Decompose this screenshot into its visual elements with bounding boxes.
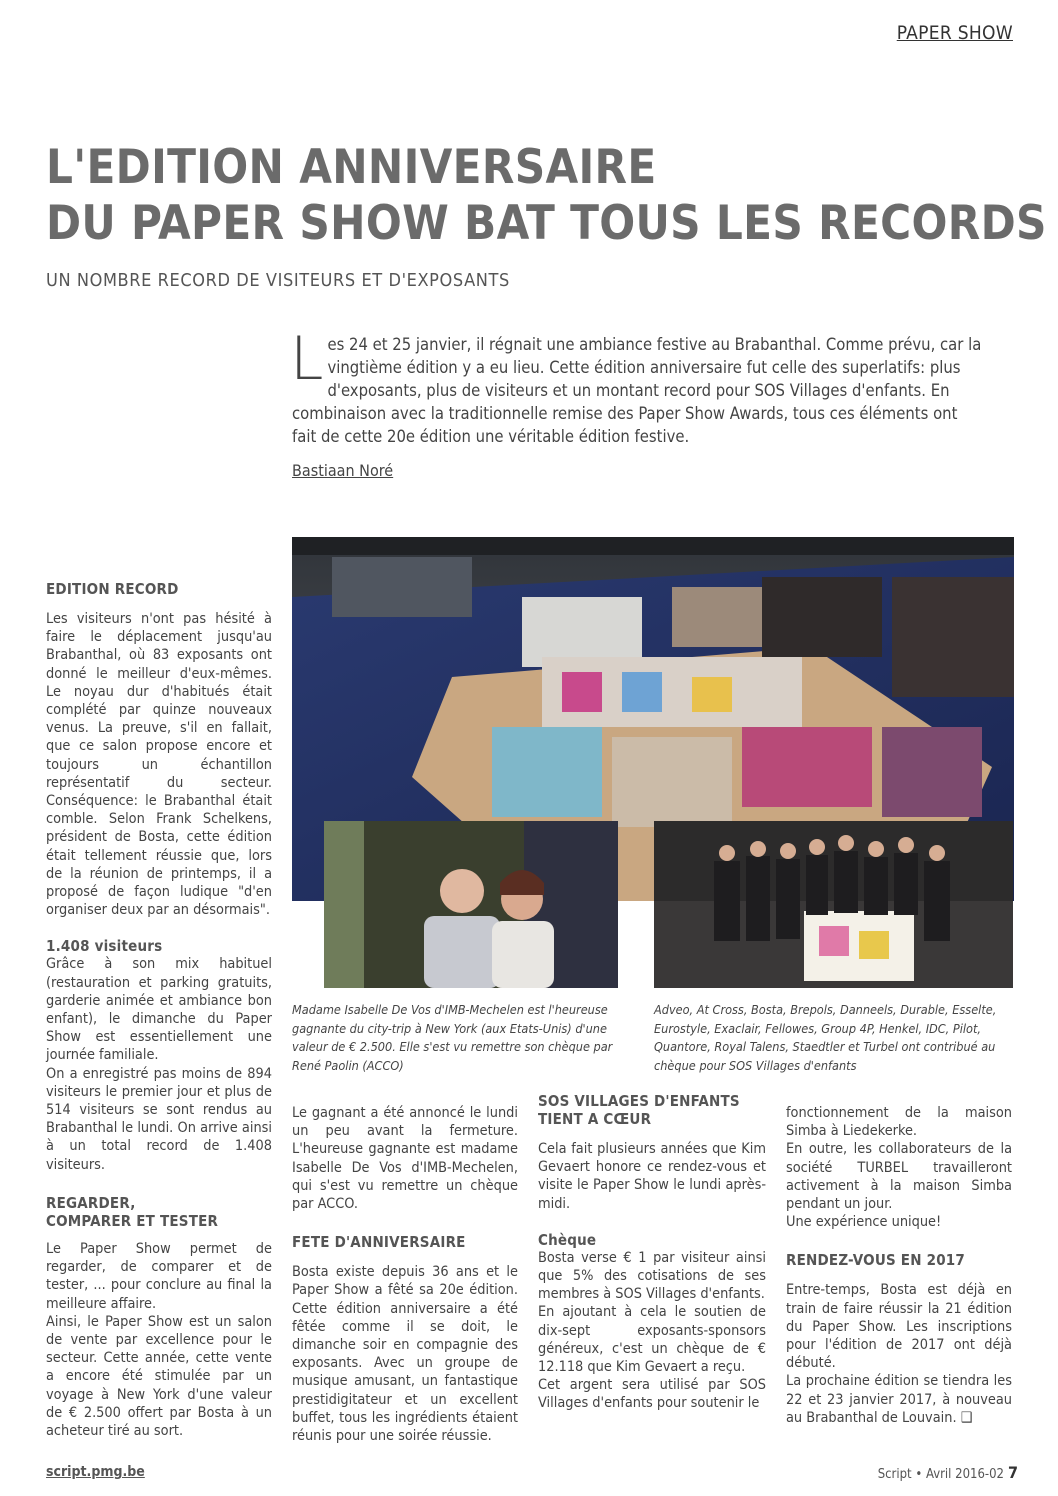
paragraph: Entre-temps, Bosta est déjà en train de faire réussir la 21 édition du Paper Show. Les inscriptions pour l'édition de 2017 ont déjà débuté.: [786, 1282, 1012, 1372]
author-byline: Bastiaan Noré: [292, 461, 394, 480]
heading-sos: [538, 1092, 766, 1128]
column-3: [538, 1092, 766, 1413]
paragraph: Cet argent sera utilisé par SOS Villages d'enfants pour soutenir le: [538, 1377, 766, 1412]
paragraph: fonctionnement de la maison Simba à Liedekerke.: [786, 1105, 1012, 1140]
heading-line: SOS VILLAGES D'ENFANTS: [538, 1092, 740, 1110]
heading-edition-record: EDITION RECORD: [46, 580, 179, 598]
group-cheque-photo: [654, 821, 1013, 988]
paragraph: Grâce à son mix habituel (restauration et parking gratuits, garderie animée et ambiance bon enfant), le dimanche du Paper Show est essentiellement une journée familiale.: [46, 956, 272, 1064]
issue-label: Script • Avril 2016-02: [877, 1467, 1004, 1482]
intro-paragraph: [290, 324, 982, 448]
intro-text: es 24 et 25 janvier, il régnait une ambiance festive au Brabanthal. Comme prévu, car la vingtième édition y a eu lieu. Cette édition anniversaire fut celle des superlatifs: plus d'exposants, plus de visiteurs et un montant record pour SOS Villages d'enfants. En combinaison avec la traditionnelle remise des Paper Show Awards, tous ces éléments ont fait de cette 20e édition une véritable édition festive.: [292, 335, 982, 446]
paragraph: Cela fait plusieurs années que Kim Gevaert honore ce rendez-vous et visite le Paper Show le lundi après-midi.: [538, 1141, 766, 1212]
article-title: [46, 140, 1047, 252]
paragraph: [786, 1372, 1012, 1427]
drop-cap: L: [290, 324, 324, 394]
heading-visitors: 1.408 visiteurs: [46, 937, 163, 956]
page-number: 7: [1007, 1463, 1018, 1482]
paragraph-text: La prochaine édition se tiendra les 22 et 23 janvier 2017, à nouveau au Brabanthal de Louvain.: [786, 1373, 1012, 1426]
paragraph: Bosta verse € 1 par visiteur ainsi que 5% des cotisations de ses membres à SOS Villages d'enfants.: [538, 1249, 766, 1303]
heading-regarder: [46, 1194, 272, 1230]
section-tag: PAPER SHOW: [896, 22, 1013, 44]
paragraph: Une expérience unique!: [786, 1214, 942, 1231]
paragraph: Le Paper Show permet de regarder, de comparer et de tester, ... pour conclure au final la meilleure affaire.: [46, 1240, 272, 1312]
column-4: [786, 1104, 1012, 1427]
heading-line: COMPARER ET TESTER: [46, 1211, 219, 1230]
title-line-1: L'EDITION ANNIVERSAIRE: [46, 140, 657, 195]
winner-photo: [324, 821, 618, 988]
winner-photo-illustration: [324, 821, 618, 988]
paragraph: En ajoutant à cela le soutien de dix-sept exposants-sponsors généreux, c'est un chèque de € 12.118 que Kim Gevaert a reçu.: [538, 1304, 766, 1376]
title-line-2: DU PAPER SHOW BAT TOUS LES RECORDS: [46, 196, 1047, 251]
paragraph: On a enregistré pas moins de 894 visiteurs le premier jour et plus de 514 visiteurs se sont rendus au Brabanthal le lundi. On arrive ainsi à un total record de 1.408 visiteurs.: [46, 1065, 272, 1173]
paragraph: En outre, les collaborateurs de la société TURBEL travailleront activement à la maison Simba pendant un jour.: [786, 1141, 1012, 1213]
caption-winner: Madame Isabelle De Vos d'IMB-Mechelen est l'heureuse gagnante du city-trip à New York (aux Etats-Unis) d'une valeur de € 2.500. Elle s'est vu remettre son chèque par René Paolin (ACCO): [292, 1002, 613, 1073]
heading-cheque: Chèque: [538, 1230, 597, 1249]
heading-rendez-vous: RENDEZ-VOUS EN 2017: [786, 1251, 965, 1270]
end-mark-icon: ❑: [960, 1409, 973, 1426]
paragraph: Bosta existe depuis 36 ans et le Paper Show a fêté sa 20e édition. Cette édition anniversaire a été fêtée comme il se doit, le dimanche soir en compagnie des exposants. Avec un groupe de musique amusant, un fantastique prestidigitateur et un excellent buffet, tous les ingrédients étaient réunis pour une soirée réussie.: [292, 1264, 518, 1445]
paragraph: Ainsi, le Paper Show est un salon de vente par excellence pour le secteur. Cette année, cette vente a encore été stimulée par un voyage à New York d'une valeur de € 2.500 offert par Bosta à un acheteur tiré au sort.: [46, 1313, 272, 1439]
caption-group: Adveo, At Cross, Bosta, Brepols, Danneels, Durable, Esselte, Eurostyle, Exaclair, Fellowes, Group 4P, Henkel, IDC, Pilot, Quantore, Royal Talens, Staedtler et Turbel ont contribué au chèque pour SOS Villages d'enfants: [654, 1002, 997, 1073]
column-2: [292, 1104, 518, 1445]
website-link[interactable]: script.pmg.be: [46, 1464, 145, 1480]
footer-issue: [878, 1463, 1018, 1482]
article-subtitle: UN NOMBRE RECORD DE VISITEURS ET D'EXPOSANTS: [46, 270, 510, 291]
group-cheque-illustration: [654, 821, 1013, 988]
paragraph: Les visiteurs n'ont pas hésité à faire le déplacement jusqu'au Brabanthal, où 83 exposants ont donné le meilleur d'eux-mêmes. Le noyau dur d'habitués était complété par quinze nouveaux venus. La preuve, s'il en fallait, que ce salon propose encore et toujours un échantillon représentatif du secteur. Conséquence: le Brabanthal était comble. Selon Frank Schelkens, président de Bosta, cette édition était tellement réussie que, lors de la réunion de printemps, il a proposé de façon ludique "d'en organiser deux par an désormais".: [46, 611, 272, 919]
column-1: [46, 580, 272, 1440]
heading-line: TIENT A CŒUR: [538, 1110, 652, 1128]
heading-line: REGARDER,: [46, 1193, 136, 1212]
heading-fete: FETE D'ANNIVERSAIRE: [292, 1233, 466, 1252]
paragraph: Le gagnant a été annoncé le lundi un peu avant la fermeture. L'heureuse gagnante est madame Isabelle De Vos d'IMB-Mechelen, qui s'est vu remettre un chèque par ACCO.: [292, 1105, 518, 1213]
